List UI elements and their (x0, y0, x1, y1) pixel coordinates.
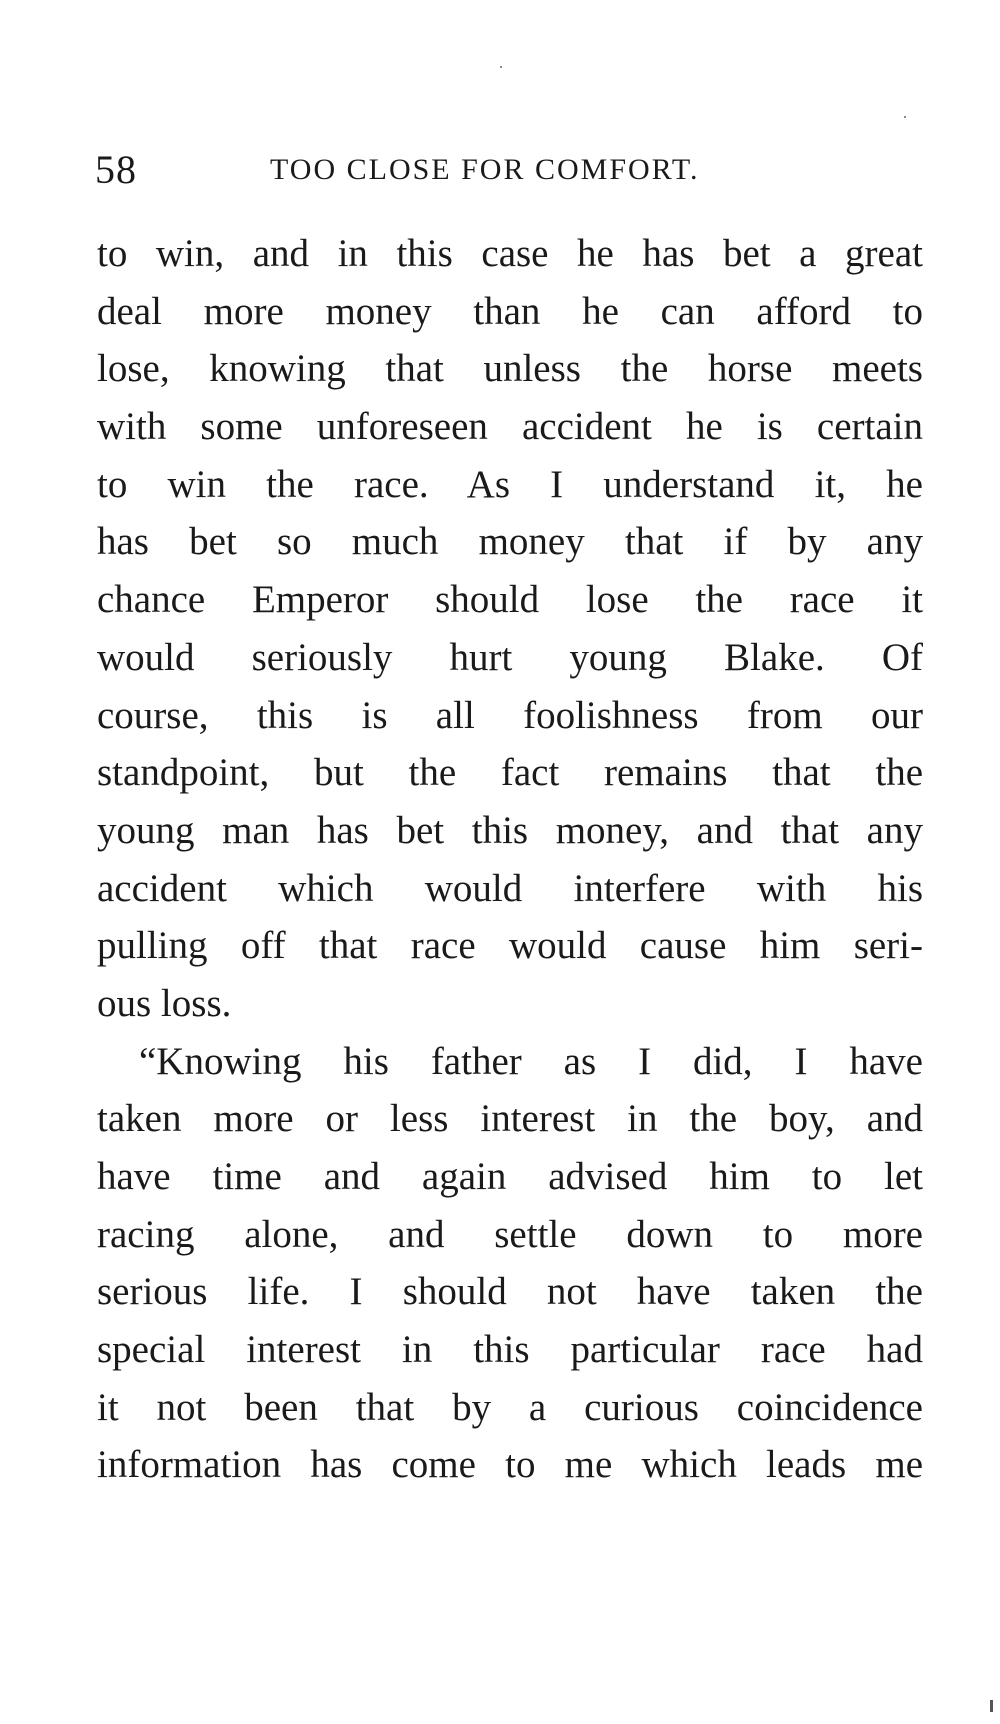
paragraph (97, 1033, 923, 1495)
text-line: special interest in this particular race had (97, 1328, 923, 1372)
running-title: TOO CLOSE FOR COMFORT. (270, 153, 700, 186)
text-line: accident which would interfere with his (97, 866, 923, 910)
page-number: 58 (95, 147, 137, 192)
paragraph (97, 225, 923, 1033)
text-line: information has come to me which leads me (97, 1443, 923, 1487)
text-line: lose, knowing that unless the horse meets (97, 347, 923, 391)
text-line: to win, and in this case he has bet a great (97, 232, 923, 275)
text-line: deal more money than he can afford to (97, 289, 923, 333)
text-line: has bet so much money that if by any (97, 520, 923, 564)
text-line: would seriously hurt young Blake. Of (97, 635, 923, 679)
text-line: young man has bet this money, and that any (97, 808, 923, 852)
text-line: to win the race. As I understand it, he (97, 462, 923, 506)
text-line: serious life. I should not have taken the (97, 1270, 923, 1314)
text-line: racing alone, and settle down to more (97, 1212, 923, 1256)
text-line: have time and again advised him to let (97, 1155, 923, 1198)
text-line: chance Emperor should lose the race it (97, 578, 923, 622)
page-edge-mark (990, 1700, 993, 1712)
text-line: it not been that by a curious coincidence (97, 1385, 923, 1429)
print-speck (904, 116, 906, 118)
text-line: pulling off that race would cause him seri- (97, 924, 923, 968)
print-speck (500, 66, 502, 68)
text-line: “Knowing his father as I did, I have (139, 1039, 923, 1083)
text-line: taken more or less interest in the boy, and (97, 1097, 923, 1141)
text-line: standpoint, but the fact remains that the (97, 751, 923, 795)
page-header (95, 140, 915, 200)
text-line: course, this is all foolishness from our (97, 693, 923, 737)
text-line: ous loss. (97, 981, 232, 1025)
text-line: with some unforeseen accident he is certain (97, 405, 923, 449)
body-text (97, 225, 923, 1494)
